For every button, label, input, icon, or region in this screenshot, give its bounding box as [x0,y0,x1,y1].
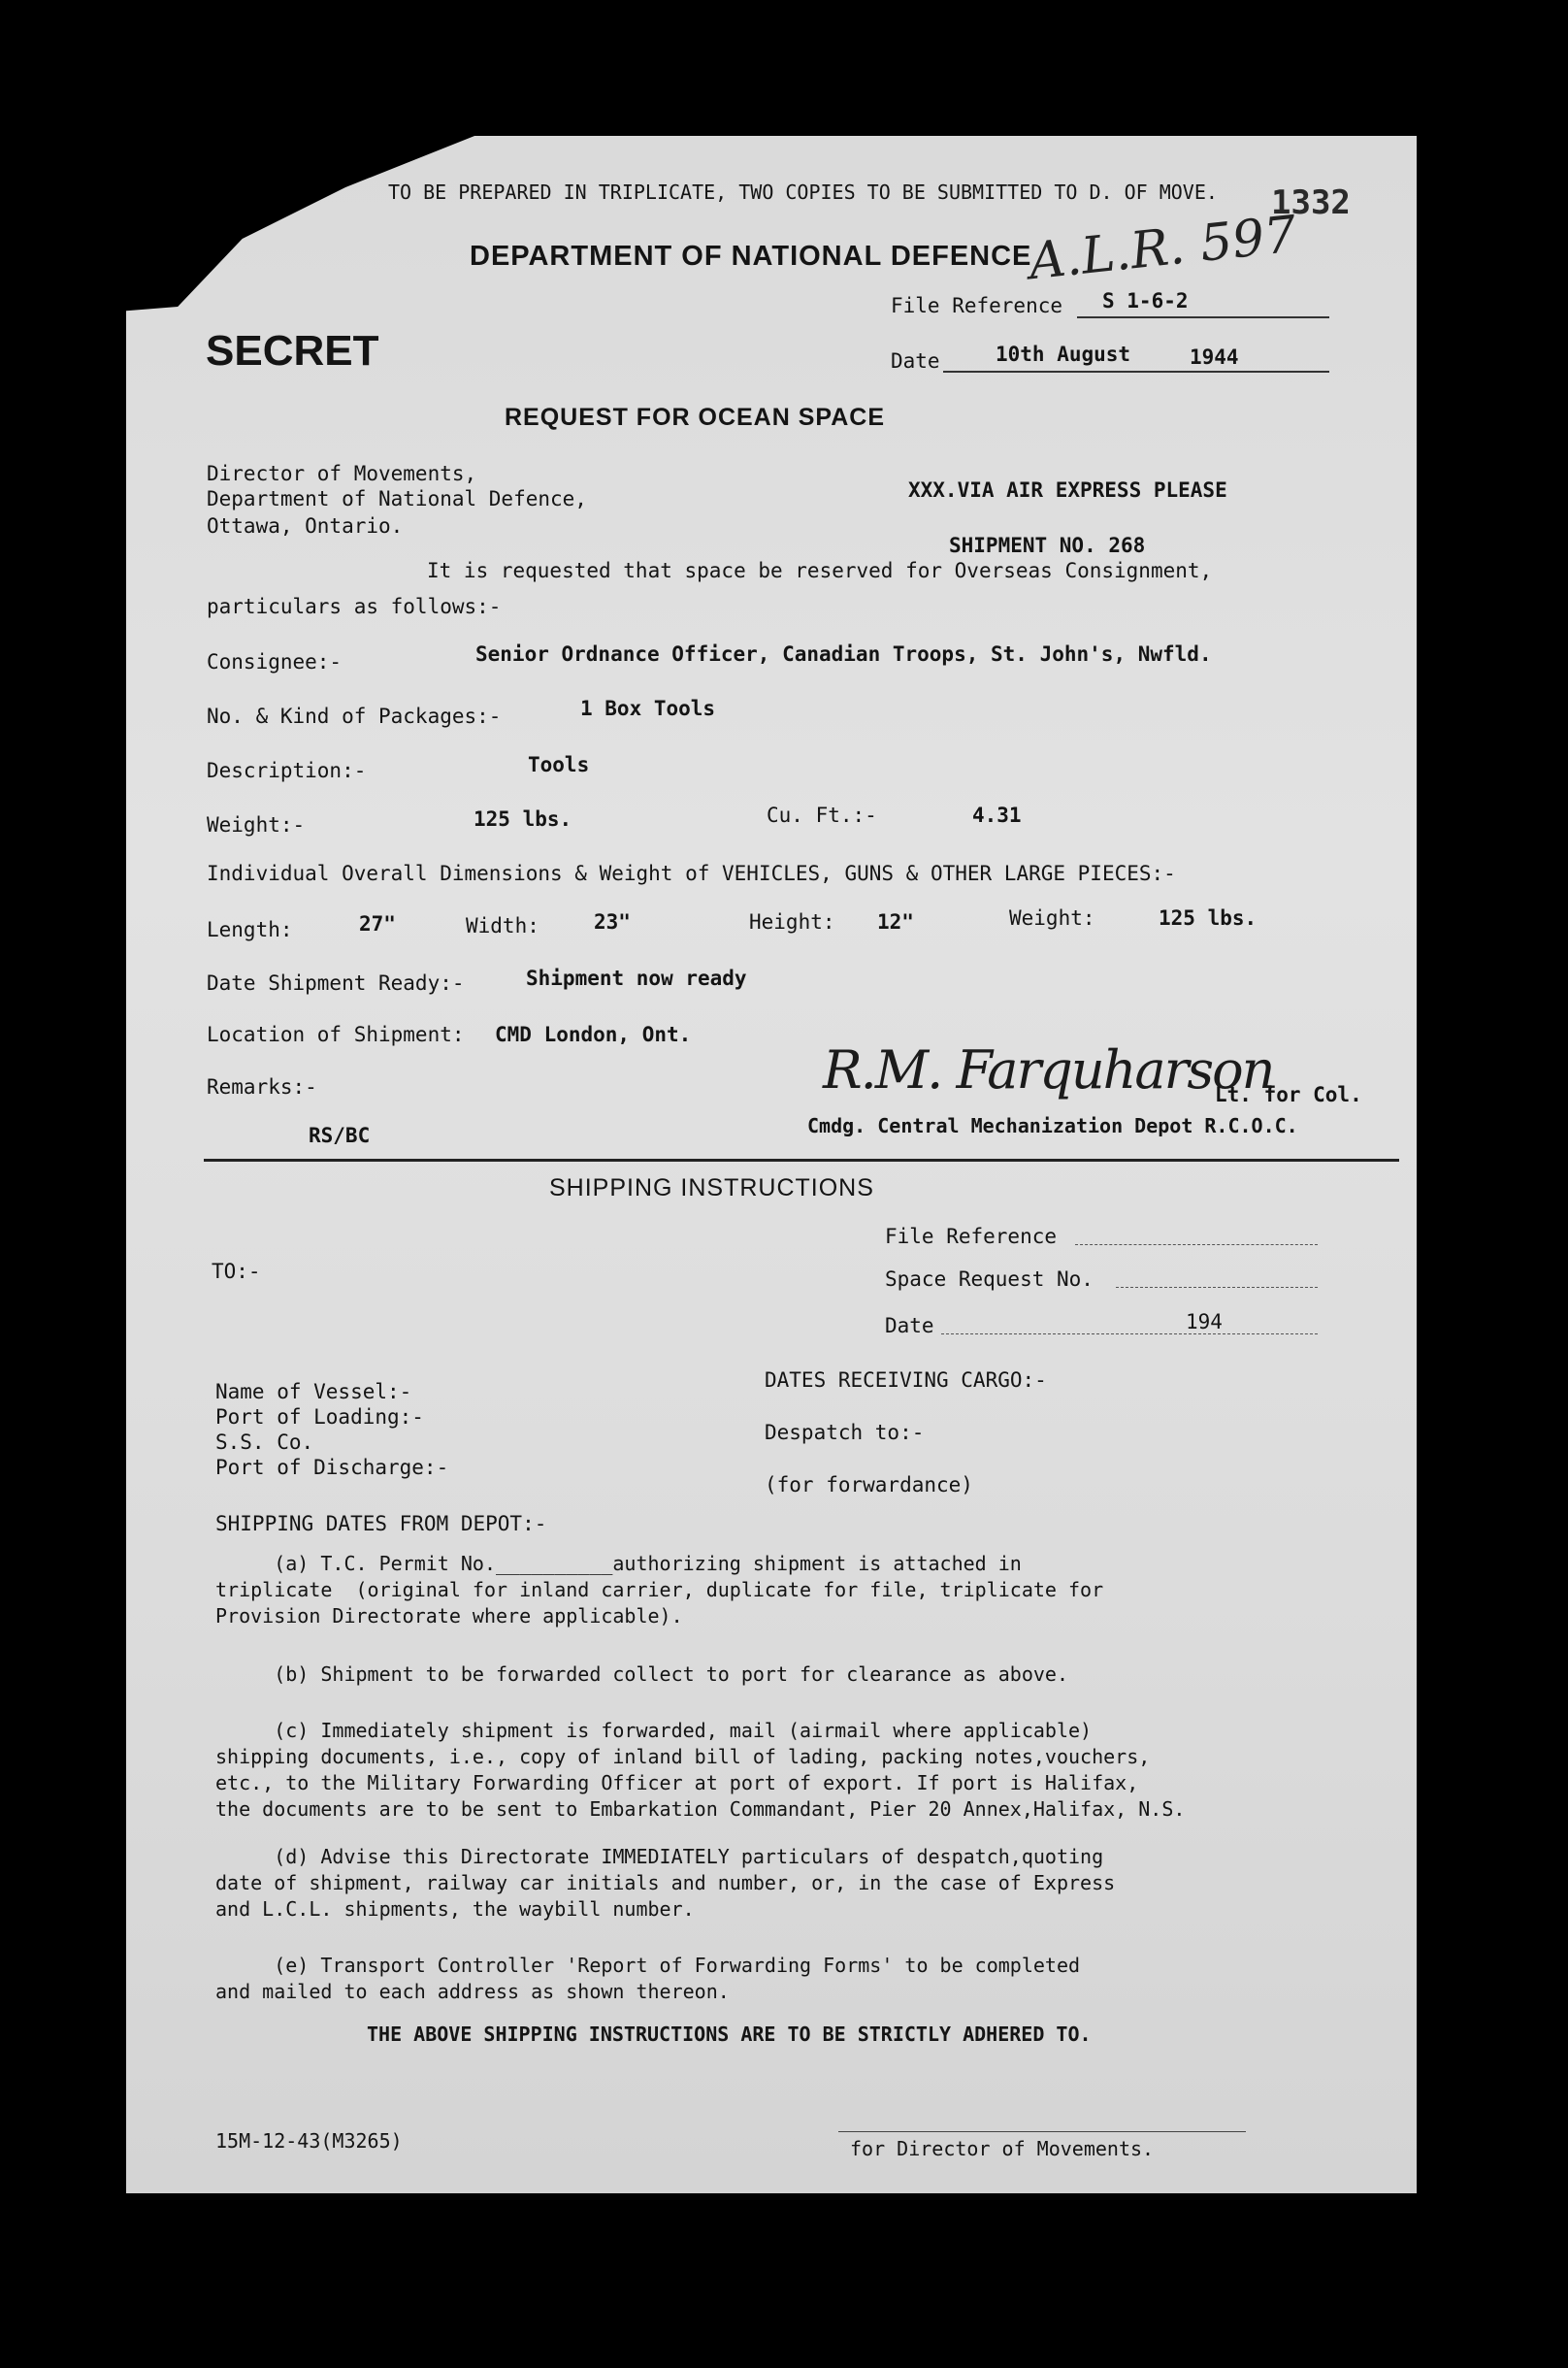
ship-date-year: 194 [1186,1310,1223,1333]
height-label: Height: [749,910,835,934]
width-label: Width: [466,914,539,937]
instruction-d: (d) Advise this Directorate IMMEDIATELY particulars of despatch,quoting date of shipment, railway car initials and number, or, in the case of Express and L.C.L. shipments, the waybill number. [215,1845,1116,1921]
dimensions-heading: Individual Overall Dimensions & Weight of VEHICLES, GUNS & OTHER LARGE PIECES:- [207,862,1176,885]
dates-receiving-label: DATES RECEIVING CARGO:- [765,1368,1047,1392]
director-sign-line [838,2131,1246,2132]
space-request-label: Space Request No. [885,1267,1094,1291]
request-intro-1: It is requested that space be reserved for Overseas Consignment, [427,559,1213,582]
section-divider [204,1159,1399,1162]
department-title: DEPARTMENT OF NATIONAL DEFENCE [470,241,1032,272]
description-value: Tools [528,753,590,776]
shipping-dates-label: SHIPPING DATES FROM DEPOT:- [215,1512,547,1535]
shipment-number: SHIPMENT NO. 268 [949,534,1146,557]
remarks-label: Remarks:- [207,1075,317,1099]
packages-value: 1 Box Tools [580,697,716,720]
date-label: Date [891,349,940,373]
forwardance-label: (for forwardance) [765,1473,973,1496]
length-value: 27" [359,912,396,936]
weight2-label: Weight: [1009,906,1095,930]
page-number: 1332 [1271,183,1351,222]
space-request-line [1116,1287,1318,1288]
vessel-name-label: Name of Vessel:- [215,1380,412,1403]
consignee-value: Senior Ordnance Officer, Canadian Troops, St. John's, Nwfld. [475,642,1212,666]
file-reference-value: S 1-6-2 [1102,289,1189,312]
via-note: XXX.VIA AIR EXPRESS PLEASE [908,478,1227,502]
address-line-3: Ottawa, Ontario. [207,514,404,538]
ship-date-label: Date [885,1314,934,1337]
typist-initials: RS/BC [309,1124,371,1147]
instruction-b: (b) Shipment to be forwarded collect to port for clearance as above. [215,1662,1068,1686]
form-number: 15M-12-43(M3265) [215,2129,403,2153]
ship-file-reference-label: File Reference [885,1225,1058,1248]
instruction-a: (a) T.C. Permit No.__________authorizing shipment is attached in triplicate (original for inland carrier, duplicate for file, triplicate for Provision Directorate where applicable). [215,1552,1104,1628]
address-line-2: Department of National Defence, [207,487,587,510]
port-discharge-label: Port of Discharge:- [215,1456,449,1479]
signature-unit: Cmdg. Central Mechanization Depot R.C.O.C. [807,1114,1298,1137]
ship-file-reference-line [1075,1244,1318,1245]
file-reference-label: File Reference [891,294,1063,317]
triplicate-note: TO BE PREPARED IN TRIPLICATE, TWO COPIES TO BE SUBMITTED TO D. OF MOVE. [388,181,1218,204]
ready-value: Shipment now ready [526,967,747,990]
date-line [943,371,1329,373]
weight-label: Weight:- [207,813,306,837]
consignee-label: Consignee:- [207,650,343,674]
request-title: REQUEST FOR OCEAN SPACE [505,404,886,431]
weight-value: 125 lbs. [474,807,572,831]
packages-label: No. & Kind of Packages:- [207,705,502,728]
address-line-1: Director of Movements, [207,462,477,485]
handwritten-reference: A.L.R. 597 [1026,205,1299,292]
signature-rank: Lt. for Col. [1215,1083,1362,1106]
length-label: Length: [207,918,293,941]
ship-date-line [941,1333,1318,1334]
secret-classification: SECRET [206,327,379,375]
cuft-label: Cu. Ft.:- [767,804,877,827]
ready-label: Date Shipment Ready:- [207,971,465,995]
location-value: CMD London, Ont. [495,1023,692,1046]
to-label: TO:- [212,1260,261,1283]
width-value: 23" [594,910,631,934]
shipping-title: SHIPPING INSTRUCTIONS [549,1174,874,1201]
instruction-c: (c) Immediately shipment is forwarded, mail (airmail where applicable) shipping documents, i.e., copy of inland bill of lading, packing notes,vouchers, etc., to the Military Forwarding Officer at port of export. If port is Halifax, the documents are to be sent to Embarkation Commandant, Pier 20 Annex,Halifax, N.S. [215,1719,1186,1821]
signature: R.M. Farquharson [823,1039,1274,1101]
ss-co-label: S.S. Co. [215,1431,314,1454]
despatch-to-label: Despatch to:- [765,1421,925,1444]
instruction-e: (e) Transport Controller 'Report of Forwarding Forms' to be completed and mailed to each address as shown thereon. [215,1954,1081,2003]
description-label: Description:- [207,759,367,782]
port-loading-label: Port of Loading:- [215,1405,424,1429]
height-value: 12" [877,910,914,934]
cuft-value: 4.31 [972,804,1022,827]
adhere-notice: THE ABOVE SHIPPING INSTRUCTIONS ARE TO BE STRICTLY ADHERED TO. [367,2023,1092,2046]
file-reference-line [1077,316,1329,318]
location-label: Location of Shipment: [207,1023,465,1046]
for-director-label: for Director of Movements. [850,2137,1155,2160]
date-value: 10th August [996,343,1131,366]
request-intro-2: particulars as follows:- [207,595,502,618]
date-year: 1944 [1190,345,1239,369]
weight2-value: 125 lbs. [1159,906,1258,930]
